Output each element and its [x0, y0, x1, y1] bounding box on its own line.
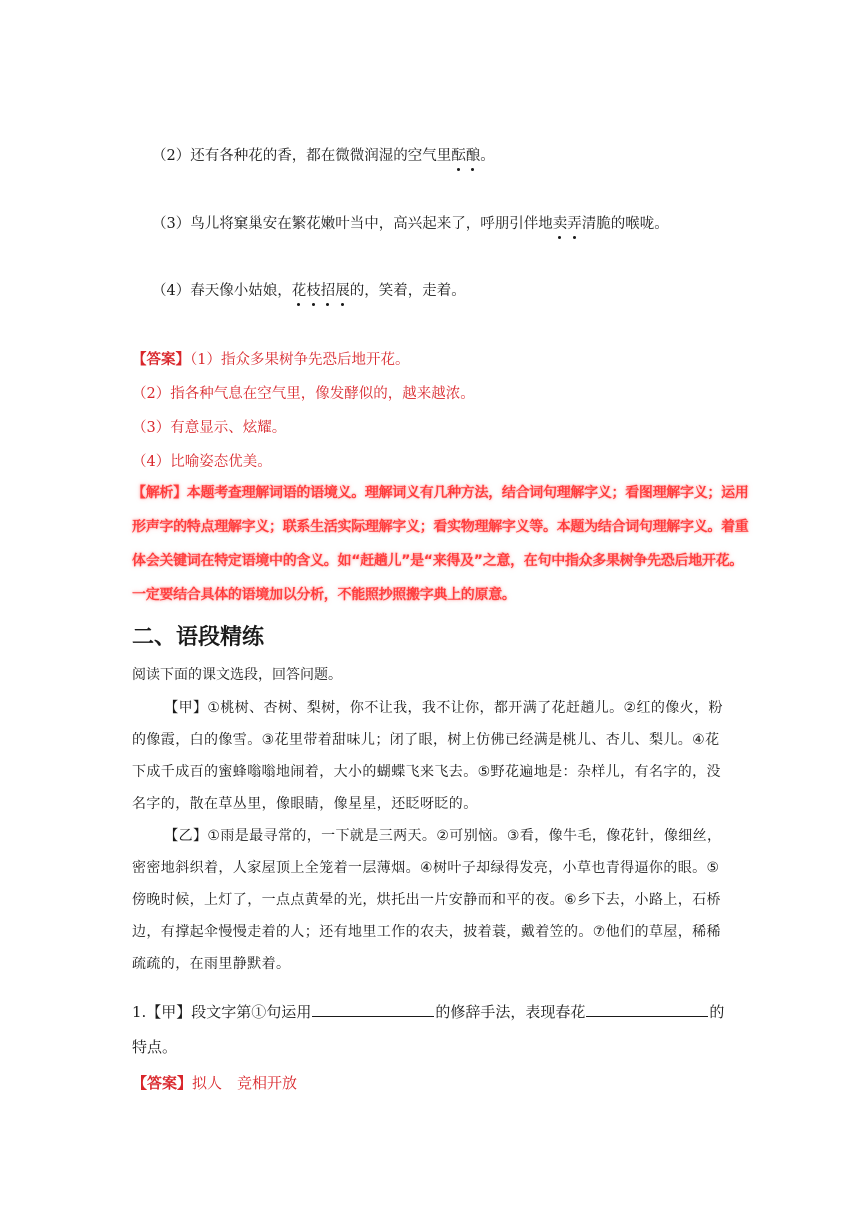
answer-blank[interactable]	[312, 1000, 434, 1017]
analysis-block: 【解析】本题考查理解词语的语境义。理解词义有几种方法，结合词句理解字义；看图理解字义；运用形声字的特点理解字义；联系生活实际理解字义；看实物理解字义等。本题为结合词句理解字义。着重体会关键词在特定语境中的含义。如“赶趟儿”是“来得及”之意，在句中指众多果树争先恐后地开花。一定要结合具体的语境加以分析，不能照抄照搬字典上的原意。	[132, 485, 749, 603]
answer-2: 【答案】拟人 竞相开放	[132, 1074, 298, 1092]
section-heading: 二、语段精练	[132, 624, 265, 650]
passage-yi: 【乙】①雨是最寻常的，一下就是三两天。②可别恼。③看，像牛毛，像花针，像细丝，密密地斜织着，人家屋顶上全笼着一层薄烟。④树叶子却绿得发亮，小草也青得逼你的眼。⑤傍晚时候，上灯了，一点点黄晕的光，烘托出一片安静而和平的夜。⑥乡下去，小路上，石桥边，有撑起伞慢慢走着的人；还有地里工作的农夫，披着蓑，戴着笠的。⑦他们的草屋，稀稀疏疏的，在雨里静默着。	[132, 828, 722, 972]
answer-blank[interactable]	[586, 1000, 708, 1017]
answer-tag: 【答案】	[132, 351, 190, 368]
emphasis-char: 酿	[466, 144, 481, 165]
emphasis-char: 招	[321, 279, 336, 300]
emphasis-char: 酝	[451, 144, 466, 165]
question-item-3: （3）鸟儿将窠巢安在繁花嫩叶当中，高兴起来了，呼朋引伴地卖弄清脆的喉咙。	[152, 212, 669, 233]
answer-tag: 【答案】	[132, 1074, 193, 1092]
emphasis-char: 展	[335, 279, 350, 300]
answer-line-4: （4）比喻姿态优美。	[132, 454, 272, 470]
answer-line-1: 【答案】（1）指众多果树争先恐后地开花。	[132, 351, 410, 368]
question-1: 1.【甲】段文字第①句运用 的修辞手法，表现春花 的	[132, 1000, 724, 1022]
emphasis-char: 枝	[306, 279, 321, 300]
question-item-2: （2）还有各种花的香，都在微微润湿的空气里酝酿。	[152, 144, 495, 165]
answer-line-3: （3）有意显示、炫耀。	[132, 420, 287, 436]
emphasis-char: 花	[292, 279, 307, 300]
instruction-text: 阅读下面的课文选段，回答问题。	[132, 667, 342, 683]
emphasis-char: 弄	[567, 212, 582, 233]
passage-jia: 【甲】①桃树、杏树、梨树，你不让我，我不让你，都开满了花赶趟儿。②红的像火，粉的像霞，白的像雪。③花里带着甜味儿；闭了眼，树上仿佛已经满是桃儿、杏儿、梨儿。④花下成千成百的蜜蜂嗡嗡地闹着，大小的蝴蝶飞来飞去。⑤野花遍地是：杂样儿，有名字的，没名字的，散在草丛里，像眼睛，像星星，还眨呀眨的。	[132, 700, 723, 812]
question-item-4: （4）春天像小姑娘，花枝招展的，笑着，走着。	[152, 279, 466, 300]
emphasis-char: 卖	[553, 212, 568, 233]
question-1-cont: 特点。	[132, 1038, 178, 1056]
answer-line-2: （2）指各种气息在空气里，像发酵似的，越来越浓。	[132, 386, 475, 402]
